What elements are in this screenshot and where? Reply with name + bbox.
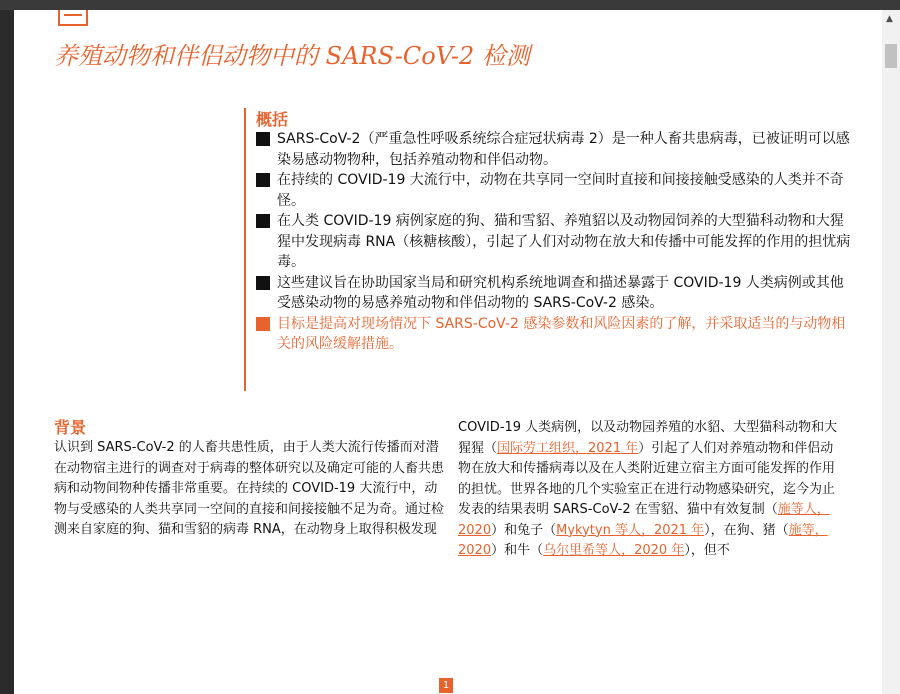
citation-link[interactable]: 国际劳工组织，2021 年 [497,440,639,456]
square-bullet-icon [256,173,270,187]
page-number-badge: 1 [439,678,453,693]
scrollbar-thumb[interactable] [885,44,897,68]
header-decoration-line [64,14,82,16]
background-heading: 背景 [54,418,87,437]
citation-link[interactable]: Mykytyn 等人，2021 年 [556,522,705,538]
document-page [14,10,882,694]
summary-heading: 概括 [256,110,289,129]
summary-bullet-text: 在人类 COVID-19 病例家庭的狗、猫和雪貂、养殖貂以及动物园饲养的大型猫科动物和大猩猩中发现病毒 RNA（核糖核酸），引起了人们对动物在放大和传播中可能发挥的作用的担忧病毒。 [277,213,851,270]
square-bullet-icon [256,132,270,146]
summary-bullet [254,129,854,170]
citation-link[interactable]: 施等，2020 [458,522,828,558]
paragraph-text: ）和兔子（ [491,522,557,538]
summary-bullet [254,211,854,273]
summary-bullet-list [254,129,854,355]
summary-bullet [254,170,854,211]
paragraph-text: ），在狗、猪（ [704,522,789,538]
summary-bullet [254,273,854,314]
paragraph-text: ），但不 [684,543,730,558]
paragraph-text: ）引起了人们对养殖动物和伴侣动物在放大和传播病毒以及在人类附近建立宿主方面可能发挥的作用的担忧。世界各地的几个实验室正在进行动物感染研究，迄今为止发表的结果表明 SARS-CoV-2 在雪貂、猫中有效复制（ [458,440,836,517]
paragraph-text: ）和牛（ [491,543,544,558]
vertical-scrollbar[interactable] [882,10,900,694]
citation-link[interactable]: 乌尔里希等人，2020 年 [543,543,685,558]
background-right-column [458,418,838,562]
background-left-column: 认识到 SARS-CoV-2 的人畜共患性质，由于人类大流行传播而对潜在动物宿主进行的调查对于病毒的整体研究以及确定可能的人畜共患病和动物间物种传播非常重要。在持续的 COVID-19 大流行中，动物与受感染的人类共享同一空间的直接和间接接触不足为奇。通过检测来自家庭的狗、猫和雪貂的病毒 RNA，在动物身上取得积极发现 [54,440,445,537]
square-bullet-icon [256,276,270,290]
summary-bullet-highlighted [254,314,854,355]
paragraph-text: COVID-19 人类病例，以及动物园养殖的水貂、大型猫科动物和大猩猩（ [458,420,838,456]
summary-bullet-text: 在持续的 COVID-19 大流行中，动物在共享同一空间时直接和间接接触受感染的人类并不奇怪。 [277,172,844,209]
header-decoration-icon [58,10,88,26]
summary-bullet-text: 这些建议旨在协助国家当局和研究机构系统地调查和描述暴露于 COVID-19 人类病例或其他受感染动物的易感养殖动物和伴侣动物的 SARS-CoV-2 感染。 [277,274,844,311]
summary-accent-bar [244,108,246,391]
square-bullet-icon [256,214,270,228]
summary-bullet-text: SARS-CoV-2（严重急性呼吸系统综合症冠状病毒 2）是一种人畜共患病毒，已被证明可以感染易感动物物种，包括养殖动物和伴侣动物。 [277,131,850,168]
document-title: 养殖动物和伴侣动物中的 SARS-CoV-2 检测 [54,42,530,70]
summary-bullet-text: 目标是提高对现场情况下 SARS-CoV-2 感染参数和风险因素的了解，并采取适当的与动物相关的风险缓解措施。 [277,315,846,352]
square-bullet-icon [256,317,270,331]
scroll-up-arrow-icon[interactable]: ▲ [886,14,893,24]
viewer-top-bar [0,0,900,10]
citation-link[interactable]: 施等人，2020 [458,502,830,538]
